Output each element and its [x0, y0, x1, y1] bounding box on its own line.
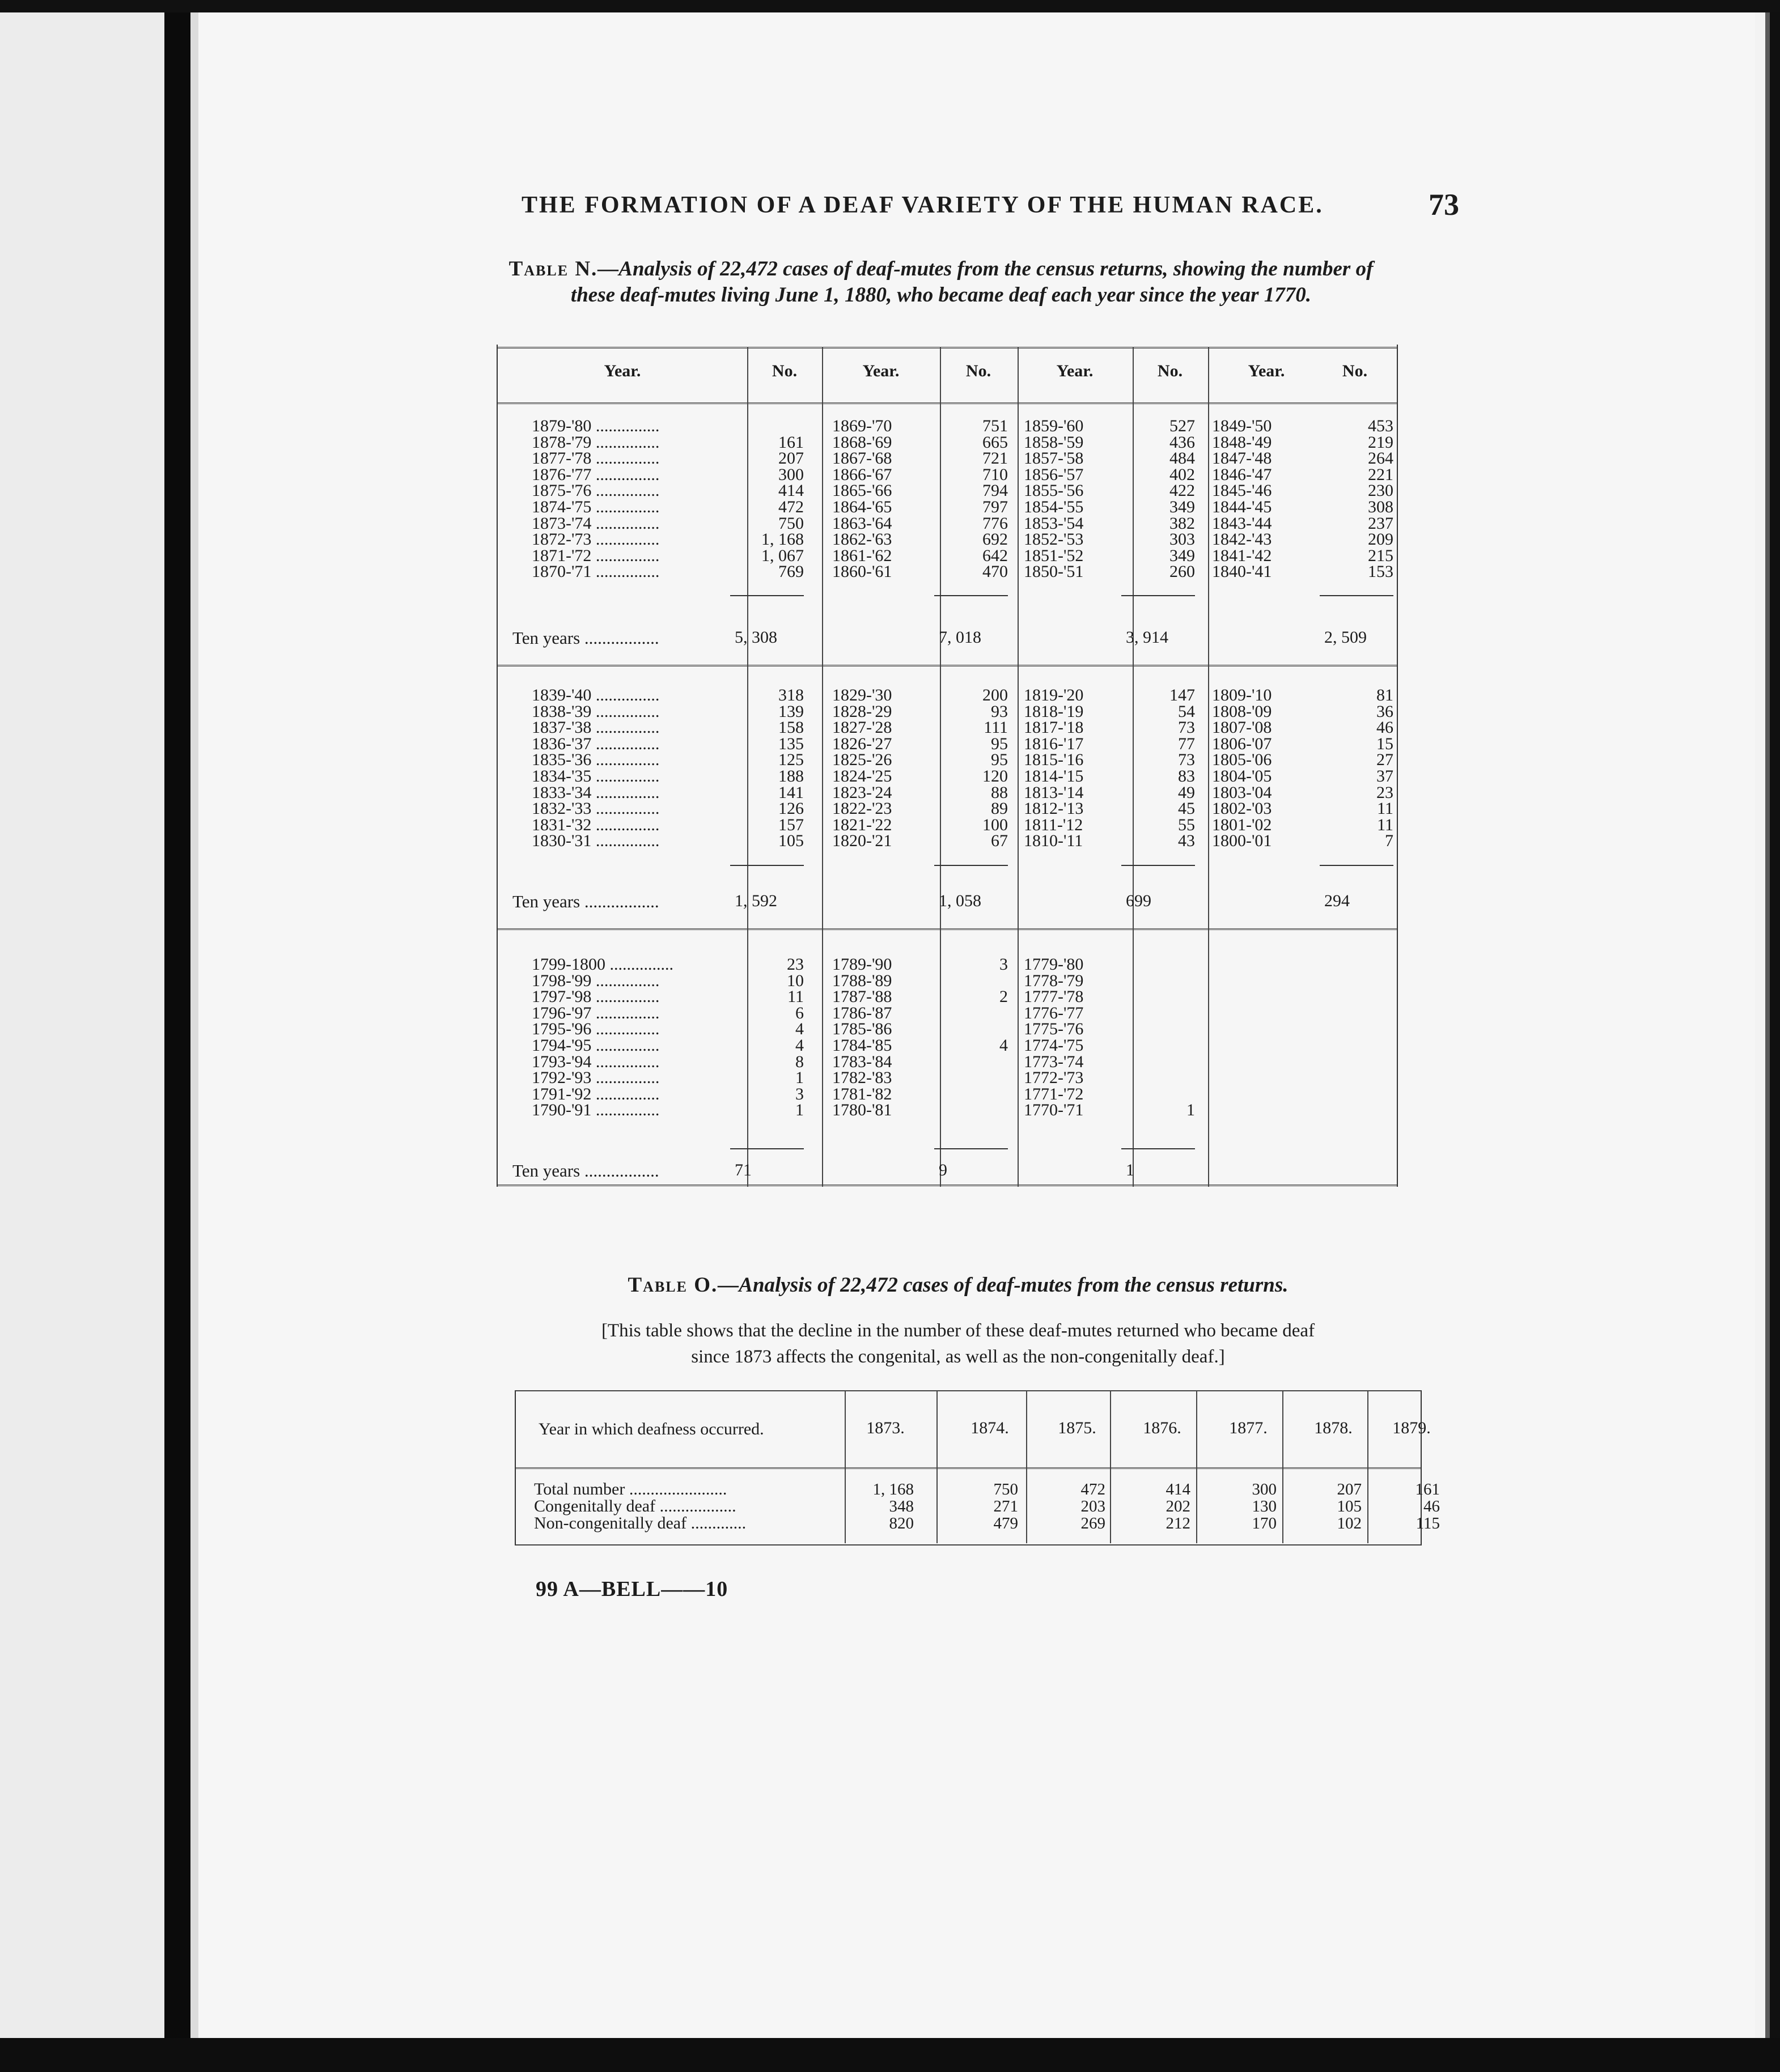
- ten-year-total: 9: [939, 1161, 947, 1179]
- table-o-year-header: 1877.: [1229, 1419, 1268, 1437]
- table-n-column-rule: [1208, 347, 1209, 1187]
- sum-rule: [1320, 865, 1393, 866]
- table-o-year-header: 1878.: [1314, 1419, 1353, 1437]
- table-o: [515, 1390, 1440, 1545]
- ten-year-total: 1: [1126, 1161, 1134, 1179]
- book-spine: [164, 12, 190, 2038]
- year-column: 1879-'80 ............... 1878-'79 ............... 1877-'78 ............... 1876-'77 ............... 1875-'76 ............... 1874-'75 ............... 1873-'74 ............... 1872-'73 ............... 1871-'72 ............... 1870-'71 ...............: [532, 417, 660, 581]
- block-separator-rule: [498, 928, 1397, 930]
- table-o-header-label: Year in which deafness occurred.: [539, 1420, 764, 1438]
- year-header: Year.: [1056, 362, 1094, 380]
- signature-line: 99 A—BELL——10: [536, 1577, 728, 1601]
- table-n-header-rule: [498, 402, 1397, 404]
- table-o-lead: Table O.: [628, 1273, 718, 1297]
- scan-border-bottom: [0, 2038, 1780, 2072]
- running-head: THE FORMATION OF A DEAF VARIETY OF THE HUMAN RACE.: [522, 192, 1324, 218]
- table-o-note: [499, 1318, 1417, 1370]
- sum-rule: [1121, 865, 1195, 866]
- number-column: 147 54 73 77 73 83 49 45 55 43: [1169, 686, 1195, 851]
- number-header: No.: [1157, 362, 1183, 380]
- scan-border-right: [1770, 12, 1780, 2038]
- number-column: 1: [1186, 1101, 1195, 1120]
- sum-rule: [730, 595, 804, 596]
- ten-years-label: Ten years .................: [512, 1161, 659, 1181]
- table-o-note-line1: [This table shows that the decline in the number of these deaf-mutes returned who became deaf: [601, 1321, 1315, 1341]
- ten-year-total: 1, 058: [939, 891, 981, 910]
- year-column: 1819-'20 1818-'19 1817-'18 1816-'17 1815-'16 1814-'15 1813-'14 1812-'13 1811-'12 1810-'11: [1024, 686, 1084, 851]
- sum-rule: [1121, 595, 1195, 596]
- page-edge-shadow: [1765, 12, 1770, 2038]
- number-header: No.: [772, 362, 798, 380]
- ten-year-total: 699: [1126, 891, 1151, 910]
- year-header: Year.: [1248, 362, 1285, 380]
- number-column: 318 139 158 135 125 188 141 126 157 105: [778, 686, 804, 851]
- ten-year-total: 1, 592: [735, 891, 777, 910]
- ten-years-label: Ten years .................: [512, 891, 659, 911]
- sum-rule: [730, 865, 804, 866]
- table-n-caption-line2: these deaf-mutes living June 1, 1880, who became deaf each year since the year 1770.: [570, 283, 1312, 307]
- table-o-year-header: 1879.: [1392, 1419, 1431, 1437]
- number-column: 3 2 4: [999, 955, 1008, 1055]
- table-n-bottom-rule: [498, 1184, 1397, 1186]
- ten-year-total: 5, 308: [735, 628, 777, 647]
- block-separator-rule: [498, 665, 1397, 666]
- year-header: Year.: [862, 362, 900, 380]
- table-o-value-column: 472 203 269: [1080, 1480, 1105, 1532]
- number-column: 23 10 11 6 4 4 8 1 3 1: [787, 955, 804, 1120]
- table-n-column-rule: [1018, 347, 1019, 1187]
- page-number: 73: [1429, 188, 1459, 222]
- year-header: Year.: [604, 362, 641, 380]
- table-n: [497, 345, 1398, 1187]
- number-column: 161 207 300 414 472 750 1, 168 1, 067 769: [761, 432, 804, 581]
- table-o-year-header: 1876.: [1143, 1419, 1181, 1437]
- table-o-value-column: 750 271 479: [993, 1480, 1018, 1532]
- year-column: 1869-'70 1868-'69 1867-'68 1866-'67 1865-'66 1864-'65 1863-'64 1862-'63 1861-'62 1860-'61: [832, 417, 892, 581]
- table-n-column-rule: [822, 347, 823, 1187]
- ten-year-total: 3, 914: [1126, 628, 1168, 647]
- facing-page: [0, 12, 164, 2038]
- year-column: 1829-'30 1828-'29 1827-'28 1826-'27 1825-'26 1824-'25 1823-'24 1822-'23 1821-'22 1820-'21: [832, 686, 892, 851]
- table-o-value-column: 161 46 115: [1415, 1480, 1440, 1532]
- table-o-value-column: 414 202 212: [1166, 1480, 1190, 1532]
- table-n-caption: [408, 256, 1474, 308]
- number-column: 527 436 484 402 422 349 382 303 349 260: [1169, 417, 1195, 581]
- table-o-caption: [499, 1272, 1417, 1298]
- ten-year-total: 7, 018: [939, 628, 981, 647]
- table-o-header-rule: [516, 1467, 1421, 1469]
- year-column: 1809-'10 1808-'09 1807-'08 1806-'07 1805-'06 1804-'05 1803-'04 1802-'03 1801-'02 1800-'01: [1212, 686, 1272, 851]
- sum-rule: [934, 865, 1008, 866]
- number-column: 751 665 721 710 794 797 776 692 642 470: [982, 417, 1008, 581]
- year-column: 1849-'50 1848-'49 1847-'48 1846-'47 1845-'46 1844-'45 1843-'44 1842-'43 1841-'42 1840-'41: [1212, 417, 1272, 581]
- year-column: 1789-'90 1788-'89 1787-'88 1786-'87 1785-'86 1784-'85 1783-'84 1782-'83 1781-'82 1780-'81: [832, 955, 892, 1120]
- number-header: No.: [1342, 362, 1368, 380]
- table-n-caption-line1: —Analysis of 22,472 cases of deaf-mutes from the census returns, showing the number of: [597, 257, 1374, 281]
- table-o-value-column: 300 130 170: [1252, 1480, 1277, 1532]
- sum-rule: [934, 1148, 1008, 1149]
- table-o-row-labels: Total number ....................... Congenitally deaf .................. Non-congenitally deaf .............: [534, 1480, 747, 1532]
- number-column: 200 93 111 95 95 120 88 89 100 67: [982, 686, 1008, 851]
- table-o-value-column: 207 105 102: [1337, 1480, 1362, 1532]
- scan-border-top: [0, 0, 1780, 12]
- year-column: 1839-'40 ............... 1838-'39 ............... 1837-'38 ............... 1836-'37 ............... 1835-'36 ............... 1834-'35 ............... 1833-'34 ............... 1832-'33 ............... 1831-'32 ............... 1830-'31 ...............: [532, 686, 660, 851]
- ten-years-label: Ten years .................: [512, 628, 659, 648]
- number-column: 81 36 46 15 27 37 23 11 11 7: [1376, 686, 1393, 851]
- table-o-year-header: 1873.: [866, 1419, 905, 1437]
- number-header: No.: [965, 362, 991, 380]
- table-n-top-rule: [498, 347, 1397, 349]
- sum-rule: [1121, 1148, 1195, 1149]
- table-o-year-header: 1874.: [970, 1419, 1009, 1437]
- year-column: 1779-'80 1778-'79 1777-'78 1776-'77 1775-'76 1774-'75 1773-'74 1772-'73 1771-'72 1770-'71: [1024, 955, 1084, 1120]
- table-o-year-header: 1875.: [1058, 1419, 1096, 1437]
- sum-rule: [934, 595, 1008, 596]
- table-o-note-line2: since 1873 affects the congenital, as well as the non-congenitally deaf.]: [691, 1347, 1225, 1367]
- sum-rule: [1320, 595, 1393, 596]
- table-o-value-column: 1, 168 348 820: [872, 1480, 914, 1532]
- ten-year-total: 2, 509: [1324, 628, 1367, 647]
- year-column: 1799-1800 ............... 1798-'99 ............... 1797-'98 ............... 1796-'97 ............... 1795-'96 ............... 1794-'95 ............... 1793-'94 ............... 1792-'93 ............... 1791-'92 ............... 1790-'91 ...............: [532, 955, 673, 1120]
- number-column: 453 219 264 221 230 308 237 209 215 153: [1368, 417, 1393, 581]
- year-column: 1859-'60 1858-'59 1857-'58 1856-'57 1855-'56 1854-'55 1853-'54 1852-'53 1851-'52 1850-'51: [1024, 417, 1084, 581]
- sum-rule: [730, 1148, 804, 1149]
- table-n-lead: Table N.: [508, 257, 598, 281]
- table-o-caption-text: —Analysis of 22,472 cases of deaf-mutes from the census returns.: [718, 1273, 1289, 1297]
- ten-year-total: 294: [1324, 891, 1350, 910]
- page-gutter: [190, 12, 198, 2038]
- ten-year-total: 71: [735, 1161, 752, 1179]
